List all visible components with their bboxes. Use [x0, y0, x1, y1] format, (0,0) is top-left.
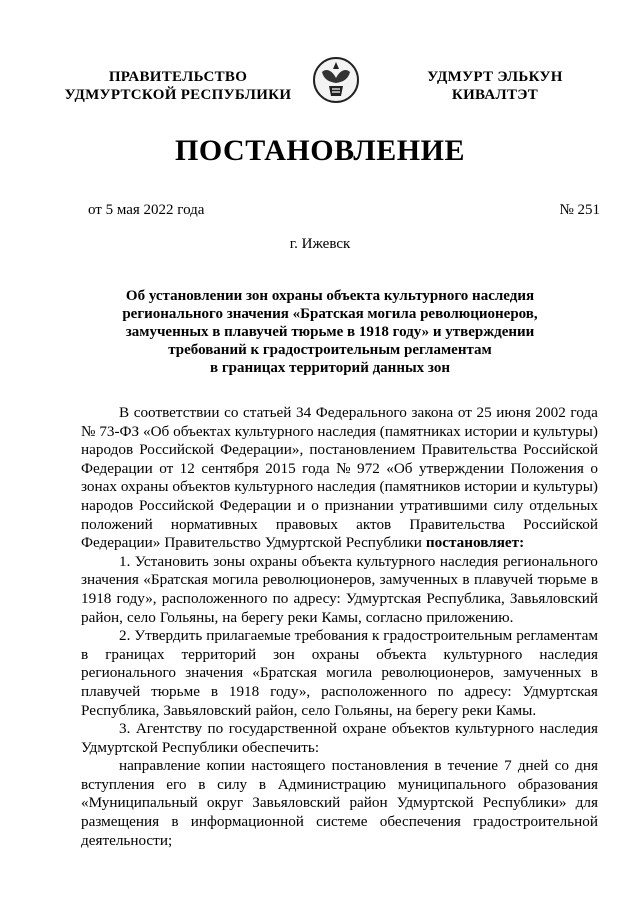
body-word: берегу [415, 701, 459, 719]
body-line [81, 441, 598, 460]
issuer-line-1: ПРАВИТЕЛЬСТВО [108, 69, 248, 85]
body-word: градостроительным [383, 627, 513, 645]
subject-line: требований к градостроительным регламентам [168, 342, 492, 358]
body-word: Утвердить [134, 627, 203, 645]
body-word: Завьяловский [509, 589, 598, 607]
body-word: муниципального [397, 775, 507, 793]
body-word: Положения [510, 459, 584, 477]
body-word: соответствии [133, 404, 220, 421]
body-word: о [311, 496, 319, 514]
body-word: и [521, 422, 530, 440]
body-word: культурного [356, 552, 436, 570]
body-word: наследия [439, 552, 499, 570]
body-word: в [590, 571, 598, 589]
body-word: постановлением [309, 441, 416, 459]
body-word: положений [81, 515, 153, 533]
body-word: году», [116, 589, 157, 607]
body-word: 3. [119, 720, 131, 738]
body-word: градостроительной [473, 813, 598, 831]
body-word: июня [496, 404, 531, 421]
body-word: объектах [173, 422, 231, 440]
subject-line: регионального значения «Братская могила революционеров, [122, 306, 538, 322]
body-word: 1918 [81, 589, 112, 607]
document-number: № 251 [559, 202, 600, 218]
body-word: революционеров, [262, 571, 376, 589]
body-line [81, 794, 598, 813]
body-word: на [222, 608, 238, 626]
body-word: Республики [345, 534, 422, 552]
body-word: 2015 [265, 459, 296, 477]
body-word: в [198, 775, 206, 793]
body-word: Российской [523, 441, 598, 459]
body-word: 12 [179, 459, 195, 477]
body-word: Завьяловский [163, 701, 252, 719]
body-word: отдельных [529, 496, 598, 514]
body-word: в [81, 645, 89, 663]
body-line [81, 497, 598, 516]
body-word: замученных [503, 664, 582, 682]
body-word: культурного [234, 478, 314, 496]
body-word: 1. [119, 552, 131, 570]
document-body [81, 404, 598, 850]
body-word: народов [81, 496, 134, 514]
body-word: регионального [81, 664, 176, 682]
body-word: на [396, 701, 412, 719]
body-word: в [171, 813, 179, 831]
body-word: расположенного [321, 682, 427, 700]
body-word: культурного [455, 720, 534, 738]
body-word: Удмуртской [264, 534, 342, 552]
body-word: охраны [249, 552, 298, 570]
body-word: и [297, 496, 306, 514]
body-word: государственной [228, 720, 337, 738]
body-word: расположенного [161, 589, 268, 607]
body-word: статьей [243, 404, 292, 421]
body-word: могила [326, 664, 373, 682]
body-word: истории [464, 422, 518, 440]
body-word: Гольяны, [159, 608, 219, 626]
body-word: Российской [138, 496, 214, 514]
body-word: охраны [120, 478, 169, 496]
body-word: утратившими [399, 496, 488, 514]
subject-line: замученных в плавучей тюрьме в 1918 году» и утверждении [125, 324, 535, 340]
body-word: дней [517, 757, 549, 775]
body-word: Правительства [421, 441, 518, 459]
body-word: о [590, 459, 598, 477]
body-word: адресу: [293, 589, 341, 607]
document-city: г. Ижевск [289, 236, 351, 252]
body-word: Камы. [495, 701, 537, 719]
body-word: «Об [386, 459, 413, 477]
body-word: по [272, 589, 289, 607]
body-word: настоящего [251, 757, 326, 775]
body-word: 73-ФЗ [99, 422, 140, 440]
body-word: прилагаемые [206, 627, 291, 645]
body-word: № [81, 422, 96, 440]
body-word: регламентам [516, 627, 598, 645]
body-word: Российской [523, 515, 598, 533]
subject-line: в границах территорий данных зон [210, 360, 450, 376]
body-word: село [301, 701, 331, 719]
body-word: актов [356, 515, 392, 533]
body-word: приложению. [426, 608, 514, 626]
body-word: территорий [181, 645, 257, 663]
body-line [81, 757, 598, 776]
body-word: в [434, 757, 442, 775]
body-word: Федерации [81, 459, 153, 477]
body-word: плавучей [81, 682, 141, 700]
body-word: силу [493, 496, 524, 514]
body-word: Удмуртская [345, 589, 422, 607]
body-word: размещения [81, 813, 160, 831]
body-word: район [349, 794, 388, 812]
body-word: адресу: [464, 682, 512, 700]
body-word: народов [81, 441, 134, 459]
body-line [81, 720, 598, 739]
body-word: район, [255, 701, 298, 719]
body-word: замученных [379, 571, 459, 589]
body-word: Правительство [164, 534, 261, 552]
body-word: реки [462, 701, 492, 719]
body-word: 1918 [228, 682, 260, 700]
body-line [81, 404, 598, 423]
body-word: значения [81, 571, 139, 589]
body-word: границах [105, 645, 165, 663]
body-word: реки [287, 608, 318, 626]
body-word: от [159, 459, 174, 477]
body-word: 25 [476, 404, 492, 421]
body-word: № [336, 459, 351, 477]
body-word: «Братская [143, 571, 208, 589]
issuer-header-ru [58, 68, 298, 104]
body-word: и [520, 478, 530, 496]
body-line [81, 460, 598, 479]
body-word: регионального [502, 552, 598, 570]
body-word: тюрьме [151, 682, 200, 700]
body-line [81, 702, 598, 721]
body-word: берегу [241, 608, 284, 626]
body-word: наследия [317, 422, 376, 440]
body-line [81, 664, 598, 683]
body-word: Федерации [219, 496, 292, 514]
body-word: Федерального [315, 404, 407, 421]
body-word: объекта [301, 552, 352, 570]
body-word: 7 [504, 757, 512, 775]
body-word: В [119, 404, 130, 421]
body-word: информационной [190, 813, 304, 831]
body-word: Удмуртская [522, 682, 598, 700]
body-word: направление [119, 757, 201, 775]
body-word: революционеров, [381, 664, 494, 682]
body-word: Камы, [321, 608, 362, 626]
body-word: (памятниках [379, 422, 461, 440]
body-word: Установить [134, 552, 209, 570]
body-word: нормативных [170, 515, 258, 533]
body-word: культурного [443, 645, 523, 663]
body-word: для [575, 794, 598, 812]
body-word: зоны [213, 552, 246, 570]
body-word: истории [464, 478, 518, 496]
body-word: года [570, 404, 598, 421]
body-word: года [302, 459, 330, 477]
subject-line: Об установлении зон охраны объекта культурного наследия [125, 288, 535, 304]
body-word: Гольяны, [334, 701, 393, 719]
body-line [81, 534, 598, 553]
body-word: Удмуртской [81, 738, 158, 756]
issuer-udm-line-2: КИВАЛТЭТ [451, 87, 539, 103]
body-word: системе [316, 813, 368, 831]
body-word: в [590, 664, 598, 682]
issuer-header-udm [405, 68, 585, 104]
body-word: копии [206, 757, 246, 775]
body-line [81, 627, 598, 646]
body-word: объектов [172, 478, 231, 496]
body-word: в [462, 571, 470, 589]
body-word: постановляет: [425, 534, 525, 552]
body-word: «Братская [252, 664, 317, 682]
body-word: в [258, 775, 267, 793]
body-word: зон [273, 645, 295, 663]
body-line [81, 776, 598, 795]
body-word: село [126, 608, 156, 626]
body-word: наследия [317, 478, 376, 496]
body-line [81, 683, 598, 702]
body-word: Республика, [426, 589, 505, 607]
body-word: наследия [539, 645, 598, 663]
body-word: Завьяловский [252, 794, 341, 812]
body-line [81, 571, 598, 590]
body-line [81, 813, 598, 832]
issuer-line-2: УДМУРТСКОЙ РЕСПУБЛИКИ [64, 87, 292, 103]
body-word: признании [324, 496, 394, 514]
body-word: году», [270, 682, 311, 700]
body-word: охраны [311, 645, 360, 663]
body-word: образования [517, 775, 598, 793]
body-word: его [166, 775, 187, 793]
body-word: культуры) [533, 478, 598, 496]
body-word: зонах [81, 478, 117, 496]
body-line [81, 832, 598, 851]
body-word: Удмуртской [396, 794, 474, 812]
body-line [81, 553, 598, 572]
body-word: Республики [161, 738, 239, 756]
document-date: от 5 мая 2022 года [88, 202, 205, 218]
issuer-udm-line-1: УДМУРТ ЭЛЬКУН [427, 69, 563, 85]
body-word: Федерации», [220, 441, 304, 459]
body-word: 2. [119, 627, 131, 645]
body-word: тюрьме [537, 571, 587, 589]
body-word: вступления [81, 775, 155, 793]
body-word: сентября [201, 459, 259, 477]
body-line [81, 739, 598, 758]
body-line [81, 423, 598, 442]
body-word: плавучей [473, 571, 534, 589]
body-word: к [371, 627, 380, 645]
body-word: деятельности; [81, 831, 173, 849]
body-word: по [437, 682, 454, 700]
body-word: в [210, 682, 218, 700]
body-word: Федерации» [81, 534, 161, 552]
body-word: обеспечить: [242, 738, 320, 756]
body-word: дня [575, 757, 598, 775]
document-title: ПОСТАНОВЛЕНИЕ [175, 134, 465, 167]
body-line [81, 609, 598, 628]
body-word: от [457, 404, 472, 421]
body-word: объектов [391, 720, 450, 738]
body-line [81, 646, 598, 665]
body-word: по [207, 720, 224, 738]
body-word: течение [447, 757, 499, 775]
body-word: Правительства [409, 515, 505, 533]
body-word: 34 [295, 404, 312, 421]
body-line [81, 590, 598, 609]
document-subject [100, 287, 560, 377]
body-word: (памятников [379, 478, 461, 496]
body-word: значения [185, 664, 244, 682]
body-word: Администрацию [277, 775, 386, 793]
body-word: утверждении [419, 459, 504, 477]
body-line [81, 516, 598, 535]
udmurt-emblem-icon [312, 56, 360, 104]
body-word: силу [217, 775, 248, 793]
body-word: 2002 [535, 404, 566, 421]
body-word: закона [411, 404, 454, 421]
body-line [81, 478, 598, 497]
body-word: охране [342, 720, 387, 738]
body-word: обеспечения [379, 813, 461, 831]
body-word: культурного [234, 422, 314, 440]
body-word: «Об [142, 422, 170, 440]
body-word: со [554, 757, 570, 775]
body-word: постановления [331, 757, 429, 775]
body-word: Республика, [81, 701, 160, 719]
body-word: объекта [376, 645, 427, 663]
body-word: «Муниципальный [81, 794, 198, 812]
body-word: требования [294, 627, 369, 645]
body-word: могила [212, 571, 259, 589]
body-word: 972 [357, 459, 380, 477]
body-word: правовых [275, 515, 338, 533]
body-word: Российской [139, 441, 215, 459]
body-word: район, [81, 608, 123, 626]
body-word: культуры) [533, 422, 598, 440]
body-word: Агентству [135, 720, 203, 738]
body-word: наследия [539, 720, 598, 738]
body-word: Республики» [482, 794, 567, 812]
body-word: согласно [365, 608, 423, 626]
body-word: округ [206, 794, 244, 812]
body-word: со [224, 404, 239, 421]
